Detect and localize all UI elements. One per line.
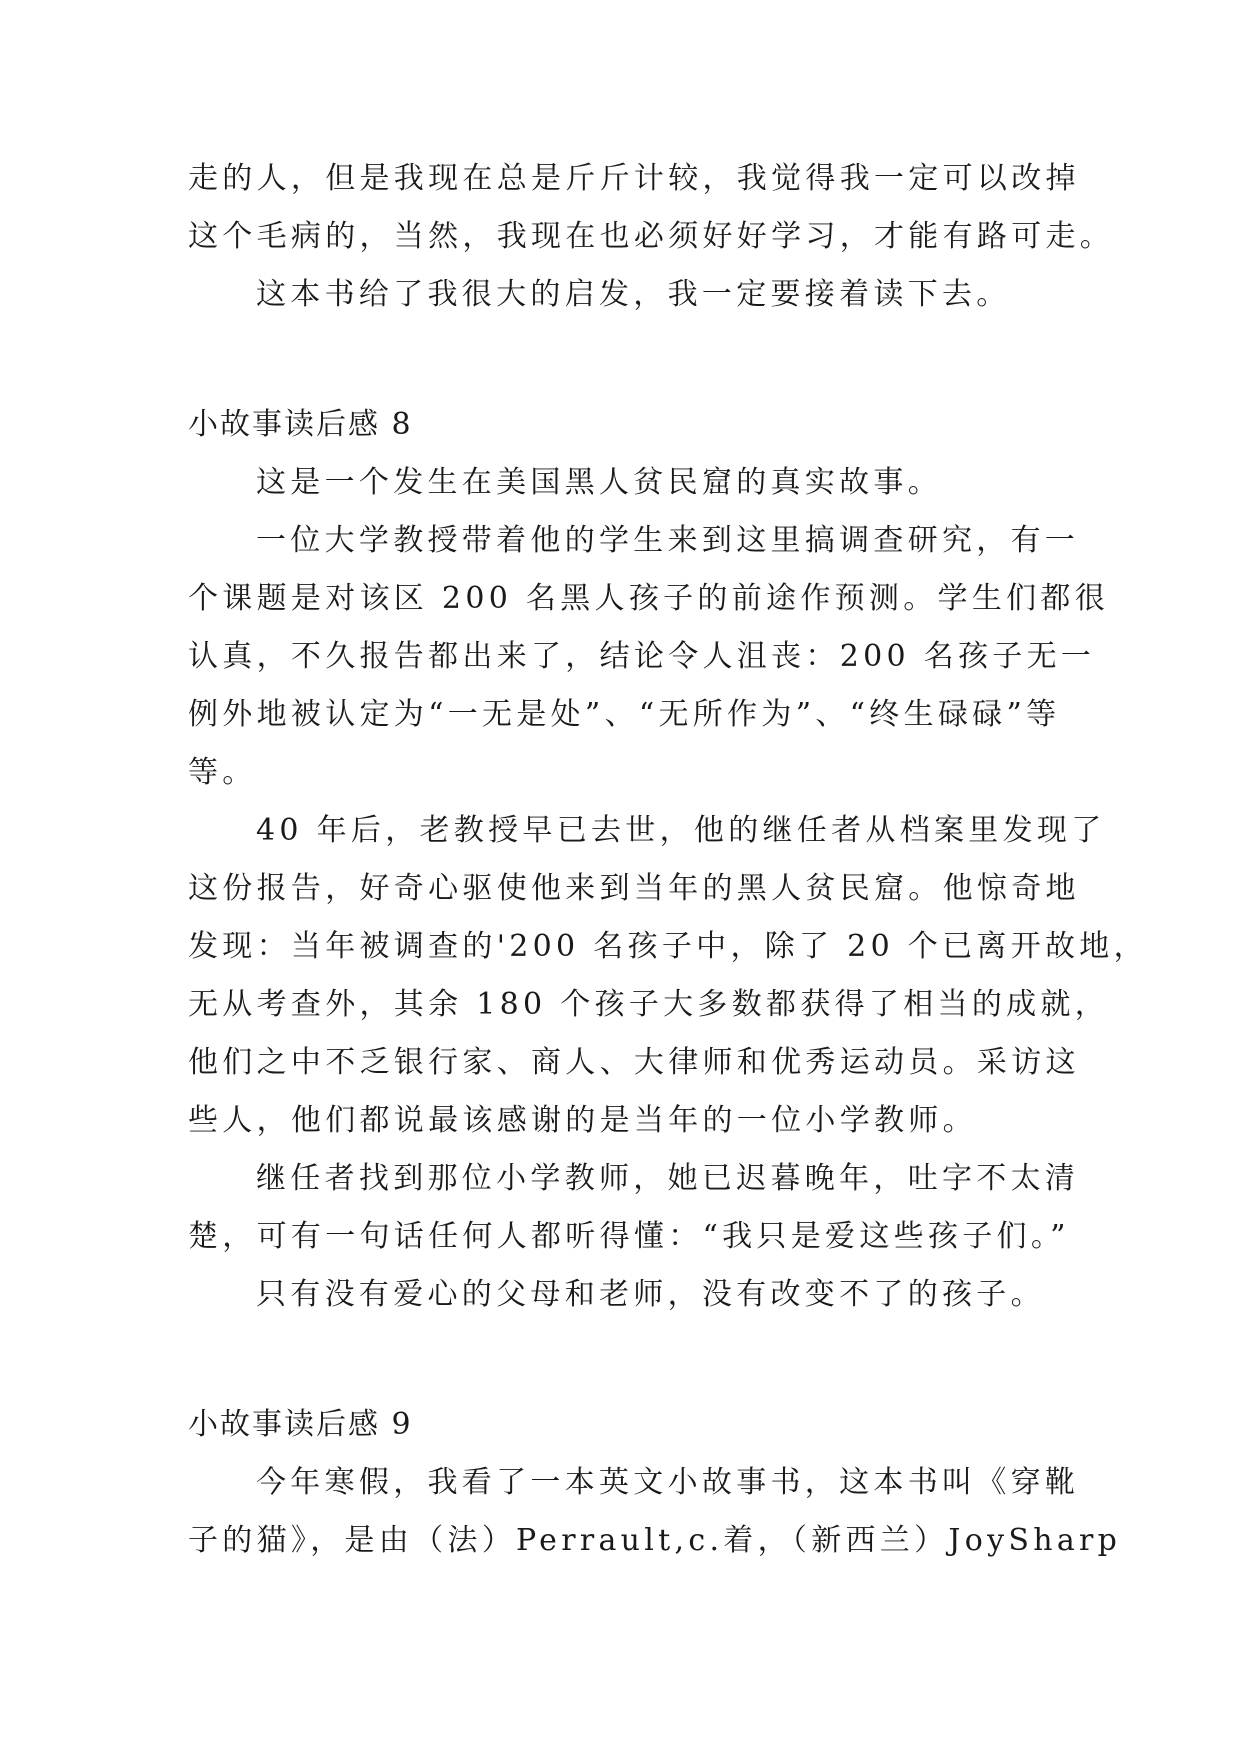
section-heading: 小故事读后感 8 <box>188 407 413 442</box>
paragraph-line: 个课题是对该区 200 名黑人孩子的前途作预测。学生们都很 <box>188 581 1110 616</box>
paragraph-line: 只有没有爱心的父母和老师，没有改变不了的孩子。 <box>256 1277 1045 1312</box>
paragraph-line: 这本书给了我很大的启发，我一定要接着读下去。 <box>256 277 1011 312</box>
paragraph-line: 例外地被认定为“一无是处”、“无所作为”、“终生碌碌”等 <box>188 697 1061 732</box>
section-story-9 <box>188 1406 1122 1580</box>
paragraph-line: 继任者找到那位小学教师，她已迟暮晚年，吐字不太清 <box>256 1161 1080 1196</box>
paragraph-line: 这个毛病的，当然，我现在也必须好好学习，才能有路可走。 <box>188 219 1115 254</box>
paragraph-line: 子的猫》，是由（法）Perrault,c.着，（新西兰）JoySharp <box>188 1523 1122 1558</box>
paragraph-line: 一位大学教授带着他的学生来到这里搞调查研究，有一 <box>256 523 1080 558</box>
paragraph-line: 等。 <box>188 755 257 790</box>
paragraph-line: 这是一个发生在美国黑人贫民窟的真实故事。 <box>256 465 942 500</box>
paragraph-line: 无从考查外，其余 180 个孩子大多数都获得了相当的成就， <box>188 987 1110 1022</box>
section-gap <box>188 1334 1050 1406</box>
document-page <box>188 160 1148 1580</box>
section-previous-story-ending <box>188 160 1115 334</box>
section-heading: 小故事读后感 9 <box>188 1407 413 1442</box>
paragraph-line: 楚，可有一句话任何人都听得懂：“我只是爱这些孩子们。” <box>188 1219 1070 1254</box>
section-story-8 <box>188 406 1148 1334</box>
section-gap <box>188 334 1050 406</box>
paragraph-line: 认真，不久报告都出来了，结论令人沮丧：200 名孩子无一 <box>188 639 1096 674</box>
paragraph-line: 走的人，但是我现在总是斤斤计较，我觉得我一定可以改掉 <box>188 161 1080 196</box>
paragraph-line: 今年寒假，我看了一本英文小故事书，这本书叫《穿靴 <box>256 1465 1080 1500</box>
paragraph-line: 40 年后，老教授早已去世，他的继任者从档案里发现了 <box>256 813 1106 848</box>
paragraph-line: 他们之中不乏银行家、商人、大律师和优秀运动员。采访这 <box>188 1045 1080 1080</box>
paragraph-line: 些人，他们都说最该感谢的是当年的一位小学教师。 <box>188 1103 977 1138</box>
paragraph-line: 发现：当年被调查的'200 名孩子中，除了 20 个已离开故地， <box>188 929 1148 964</box>
paragraph-line: 这份报告，好奇心驱使他来到当年的黑人贫民窟。他惊奇地 <box>188 871 1080 906</box>
